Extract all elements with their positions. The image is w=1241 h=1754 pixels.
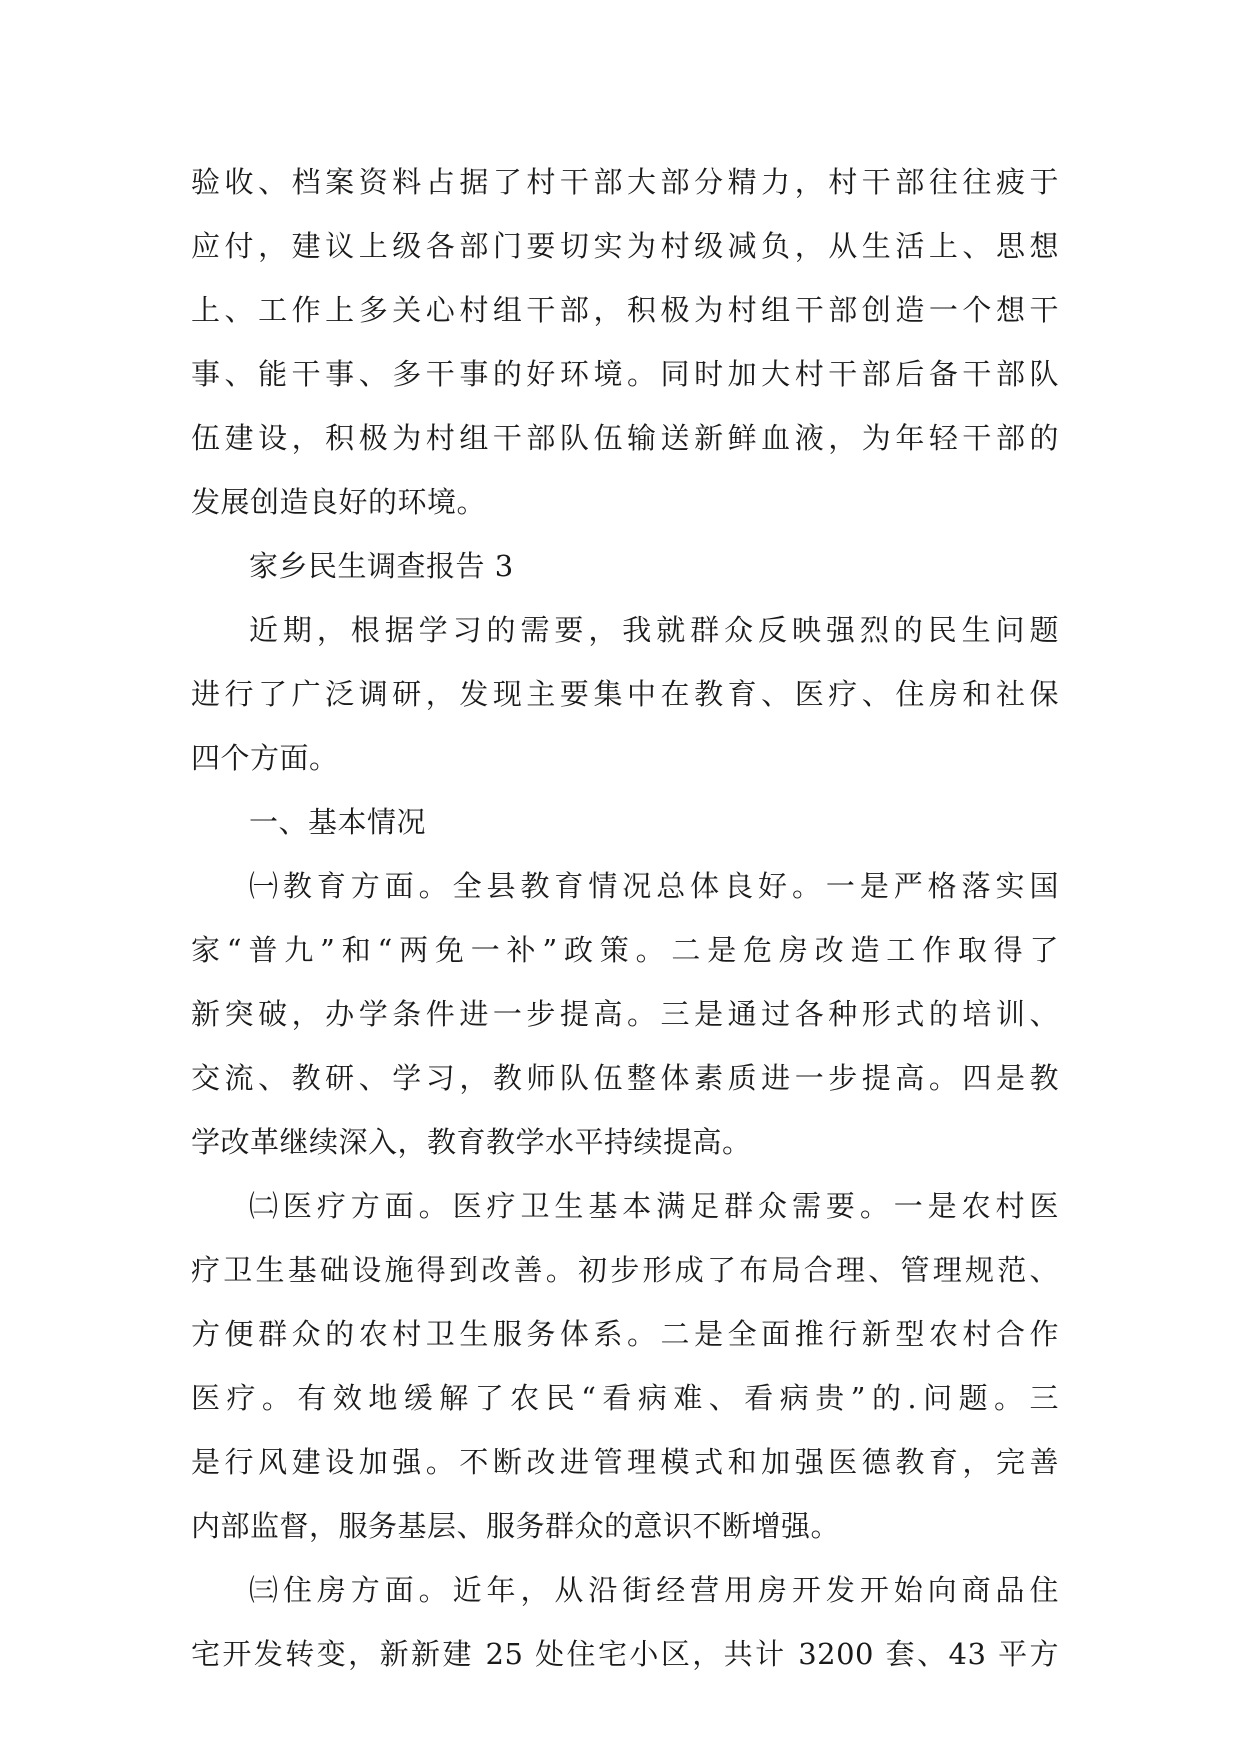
body-line: 家“普九”和“两免一补”政策。二是危房改造工作取得了 <box>191 933 1059 967</box>
body-line: 学改革继续深入，教育教学水平持续提高。 <box>191 1125 752 1159</box>
body-line: 事、能干事、多干事的好环境。同时加大村干部后备干部队 <box>191 357 1059 391</box>
body-line: 新突破，办学条件进一步提高。三是通过各种形式的培训、 <box>191 997 1059 1031</box>
body-line: 宅开发转变，新新建 25 处住宅小区，共计 3200 套、43 平方 <box>191 1637 1059 1671</box>
document-body <box>191 150 1059 1686</box>
body-line: 应付，建议上级各部门要切实为村级减负，从生活上、思想 <box>191 229 1059 263</box>
body-line: 是行风建设加强。不断改进管理模式和加强医德教育，完善 <box>191 1445 1059 1479</box>
body-line: 进行了广泛调研，发现主要集中在教育、医疗、住房和社保 <box>191 677 1059 711</box>
body-line: 伍建设，积极为村组干部队伍输送新鲜血液，为年轻干部的 <box>191 421 1059 455</box>
body-line: 验收、档案资料占据了村干部大部分精力，村干部往往疲于 <box>191 165 1059 199</box>
body-line: 方便群众的农村卫生服务体系。二是全面推行新型农村合作 <box>191 1317 1059 1351</box>
body-line: ㈡医疗方面。医疗卫生基本满足群众需要。一是农村医 <box>249 1189 1059 1223</box>
body-line: ㈠教育方面。全县教育情况总体良好。一是严格落实国 <box>249 869 1059 903</box>
body-line: 四个方面。 <box>191 741 339 775</box>
body-line: 内部监督，服务基层、服务群众的意识不断增强。 <box>191 1509 841 1543</box>
report-title: 家乡民生调查报告 3 <box>249 549 514 583</box>
body-line: 医疗。有效地缓解了农民“看病难、看病贵”的.问题。三 <box>191 1381 1059 1415</box>
body-line: ㈢住房方面。近年，从沿街经营用房开发开始向商品住 <box>249 1573 1059 1607</box>
body-line: 疗卫生基础设施得到改善。初步形成了布局合理、管理规范、 <box>191 1253 1059 1287</box>
body-line: 近期，根据学习的需要，我就群众反映强烈的民生问题 <box>249 613 1059 647</box>
body-line: 发展创造良好的环境。 <box>191 485 487 519</box>
body-line: 交流、教研、学习，教师队伍整体素质进一步提高。四是教 <box>191 1061 1059 1095</box>
body-line: 上、工作上多关心村组干部，积极为村组干部创造一个想干 <box>191 293 1059 327</box>
section-heading: 一、基本情况 <box>249 805 427 839</box>
